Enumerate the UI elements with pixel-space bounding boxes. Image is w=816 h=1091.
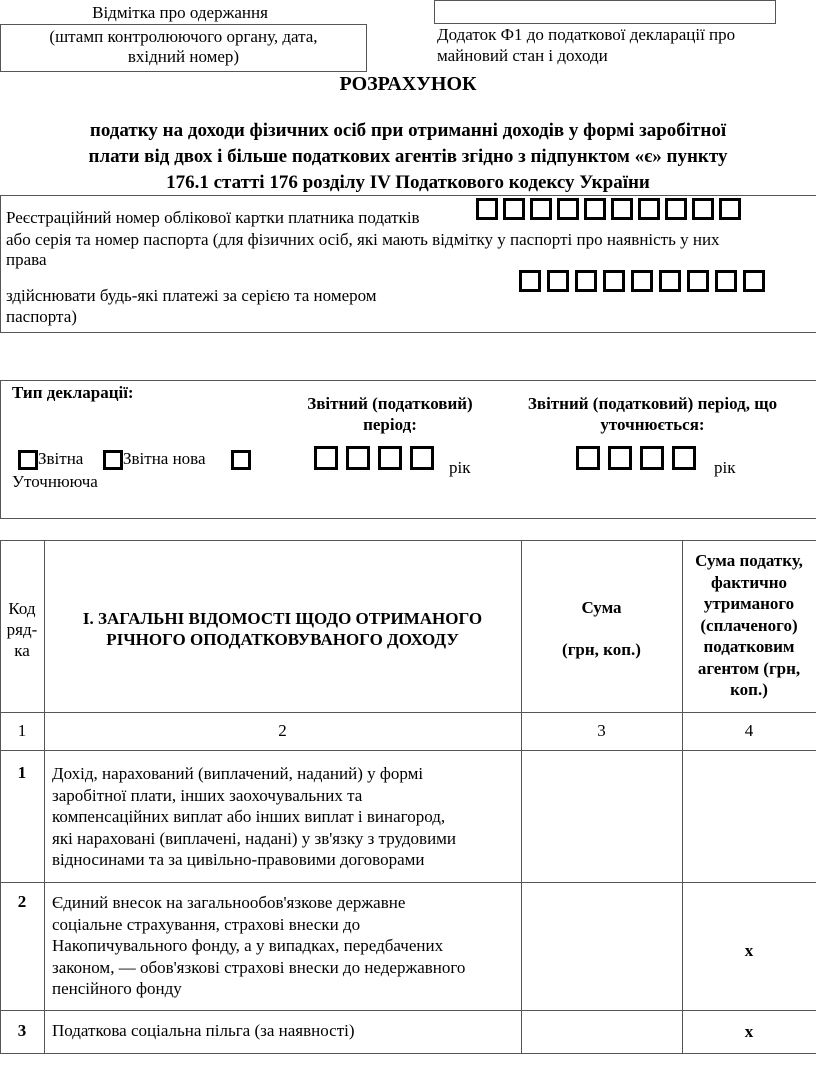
receipt-title: Відмітка про одержання xyxy=(92,3,268,22)
tax-id-digit-box[interactable] xyxy=(638,198,660,220)
reporting-year-digit-box[interactable] xyxy=(346,446,370,470)
period-label-2: період: xyxy=(363,415,417,434)
registration-top-border xyxy=(0,195,816,196)
annex-line-1: Додаток Ф1 до податкової декларації про xyxy=(437,25,736,44)
header-tax-line: коп.) xyxy=(730,680,768,699)
row-2-text-line: Єдиний внесок на загальнообов'язкове державне xyxy=(52,893,406,912)
header-code xyxy=(0,598,44,661)
tax-id-digit-box[interactable] xyxy=(611,198,633,220)
row-1-tax-cell[interactable] xyxy=(682,750,816,882)
declaration-option-new[interactable] xyxy=(103,449,206,470)
header-tax-line: (сплаченого) xyxy=(700,615,798,635)
registration-left-border xyxy=(0,195,1,332)
subtitle-line-2: плати від двох і більше податкових агентів згідно з підпунктом «є» пункту xyxy=(88,146,728,167)
tax-id-digit-box[interactable] xyxy=(692,198,714,220)
header-sum xyxy=(521,598,682,660)
option-new-label: Звітна нова xyxy=(123,449,206,468)
col-number-2: 2 xyxy=(278,721,287,740)
tax-id-digit-box[interactable] xyxy=(530,198,552,220)
row-1-text-line: заробітної плати, інших заохочувальних та xyxy=(52,785,363,805)
tax-id-digit-box[interactable] xyxy=(503,198,525,220)
tax-id-digit-box[interactable] xyxy=(665,198,687,220)
passport-char-box[interactable] xyxy=(659,270,681,292)
col-number-1: 1 xyxy=(17,721,27,740)
tax-id-digit-box[interactable] xyxy=(557,198,579,220)
passport-char-box[interactable] xyxy=(743,270,765,292)
clarified-label-1: Звітний (податковий) період, що xyxy=(527,394,778,413)
row-2-code: 2 xyxy=(17,892,27,911)
row-1-text-line: відносинами та за цивільно-правовими договорами xyxy=(52,850,425,869)
header-section-line: РІЧНОГО ОПОДАТКОВУВАНОГО ДОХОДУ xyxy=(106,630,459,649)
header-section-line: I. ЗАГАЛЬНІ ВІДОМОСТІ ЩОДО ОТРИМАНОГО xyxy=(82,609,483,628)
stamp-line-2: вхідний номер) xyxy=(127,47,240,66)
subtitle-line-1: податку на доходи фізичних осіб при отриманні доходів у формі заробітної xyxy=(89,120,727,141)
declaration-option-report[interactable] xyxy=(18,449,83,470)
checkbox-report[interactable] xyxy=(18,450,38,470)
reporting-year-digit-box[interactable] xyxy=(378,446,402,470)
row-2-text-line: Накопичувального фонду, а у випадках, передбачених xyxy=(52,936,444,955)
tax-id-label: Реєстраційний номер облікової картки платника податків xyxy=(6,208,420,227)
header-tax-line: утриманого xyxy=(703,594,795,613)
passport-label-1: або серія та номер паспорта (для фізичних осіб, які мають відмітку у паспорті про наявність у них xyxy=(6,230,720,249)
reporting-year-digit-box[interactable] xyxy=(410,446,434,470)
header-section xyxy=(44,608,521,650)
col-number-3: 3 xyxy=(597,721,606,740)
annex-number-box xyxy=(434,0,776,24)
declaration-left-border xyxy=(0,380,1,518)
tax-id-digit-box[interactable] xyxy=(719,198,741,220)
row-3-code: 3 xyxy=(17,1021,27,1040)
period-label-1: Звітний (податковий) xyxy=(307,394,473,413)
tax-id-digit-box[interactable] xyxy=(584,198,606,220)
stamp-line-1: (штамп контролюючого органу, дата, xyxy=(49,27,318,46)
header-code-line: ряд- xyxy=(6,620,38,639)
table-line-colnums-top xyxy=(0,712,816,713)
passport-label-3: здійснювати будь-які платежі за серією та номером xyxy=(6,286,377,305)
table-line-row3-bottom xyxy=(0,1053,816,1054)
passport-boxes xyxy=(519,270,789,294)
passport-char-box[interactable] xyxy=(715,270,737,292)
reporting-year-boxes[interactable] xyxy=(314,446,449,472)
header-code-line: ка xyxy=(14,641,30,660)
passport-char-box[interactable] xyxy=(519,270,541,292)
passport-char-box[interactable] xyxy=(575,270,597,292)
row-2-text-line: законом, — обов'язкові страхові внески до недержавного xyxy=(52,957,466,977)
registration-bottom-border xyxy=(0,332,816,333)
row-2-text-line: пенсійного фонду xyxy=(52,979,182,998)
row-2-tax-cell: х xyxy=(744,941,754,960)
row-3-tax-cell: х xyxy=(744,1022,754,1041)
checkbox-clarifying[interactable] xyxy=(231,450,251,470)
declaration-top-border xyxy=(0,380,816,381)
option-clarifying-label: Уточнююча xyxy=(12,472,98,491)
tax-id-digit-box[interactable] xyxy=(476,198,498,220)
passport-char-box[interactable] xyxy=(687,270,709,292)
row-3-sum-cell[interactable] xyxy=(521,1010,682,1053)
clarified-year-digit-box[interactable] xyxy=(608,446,632,470)
declaration-type-label: Тип декларації: xyxy=(12,383,134,402)
row-2-text-line: соціальне страхування, страхові внески до xyxy=(52,914,361,934)
page-title: РОЗРАХУНОК xyxy=(339,73,477,95)
clarified-year-digit-box[interactable] xyxy=(672,446,696,470)
option-report-label: Звітна xyxy=(38,449,84,468)
passport-char-box[interactable] xyxy=(603,270,625,292)
clarified-unit: рік xyxy=(714,458,736,477)
row-1-text-line: які нараховані (виплачені, надані) у зв'язку з трудовими xyxy=(52,828,457,848)
table-line-row2-bottom xyxy=(0,1010,816,1011)
declaration-option-clarifying-box[interactable] xyxy=(231,449,251,470)
col-number-4: 4 xyxy=(744,721,754,740)
annex-line-2: майновий стан і доходи xyxy=(437,46,608,65)
table-line-top xyxy=(0,540,816,541)
row-1-text-line: компенсаційних виплат або інших виплат і винагород, xyxy=(52,807,446,826)
clarified-year-digit-box[interactable] xyxy=(576,446,600,470)
clarified-year-digit-box[interactable] xyxy=(640,446,664,470)
passport-char-box[interactable] xyxy=(547,270,569,292)
period-unit: рік xyxy=(449,458,471,477)
declaration-bottom-border xyxy=(0,518,816,519)
row-3-text-line: Податкова соціальна пільга (за наявності) xyxy=(52,1021,355,1040)
header-sum-line: Сума xyxy=(581,598,622,617)
row-1-text-line: Дохід, нарахований (виплачений, наданий) у формі xyxy=(52,764,424,783)
passport-label-4: паспорта) xyxy=(6,307,77,326)
stamp-box xyxy=(0,24,367,72)
row-2-sum-cell[interactable] xyxy=(521,882,682,1010)
clarified-year-boxes[interactable] xyxy=(576,446,711,472)
subtitle-line-3: 176.1 статті 176 розділу IV Податкового кодексу України xyxy=(166,172,650,193)
header-tax-line: податковим xyxy=(703,637,795,656)
row-1-text xyxy=(52,763,517,871)
header-sum-line: (грн, коп.) xyxy=(562,640,641,659)
row-2-text xyxy=(52,892,517,1000)
reporting-year-digit-box[interactable] xyxy=(314,446,338,470)
row-3-text xyxy=(52,1021,517,1041)
row-1-code: 1 xyxy=(17,763,27,782)
passport-char-box[interactable] xyxy=(631,270,653,292)
table-line-row1-bottom xyxy=(0,882,816,883)
clarified-label-2: уточнюється: xyxy=(600,415,705,434)
header-tax-line: Сума податку, xyxy=(695,551,803,570)
header-tax xyxy=(682,550,816,701)
checkbox-new-report[interactable] xyxy=(103,450,123,470)
header-tax-line: агентом (грн, xyxy=(697,658,801,678)
row-1-sum-cell[interactable] xyxy=(521,750,682,882)
header-tax-line: фактично xyxy=(710,572,788,592)
header-code-line: Код xyxy=(8,599,36,618)
tax-id-boxes xyxy=(476,198,816,222)
passport-label-2: права xyxy=(6,250,47,269)
